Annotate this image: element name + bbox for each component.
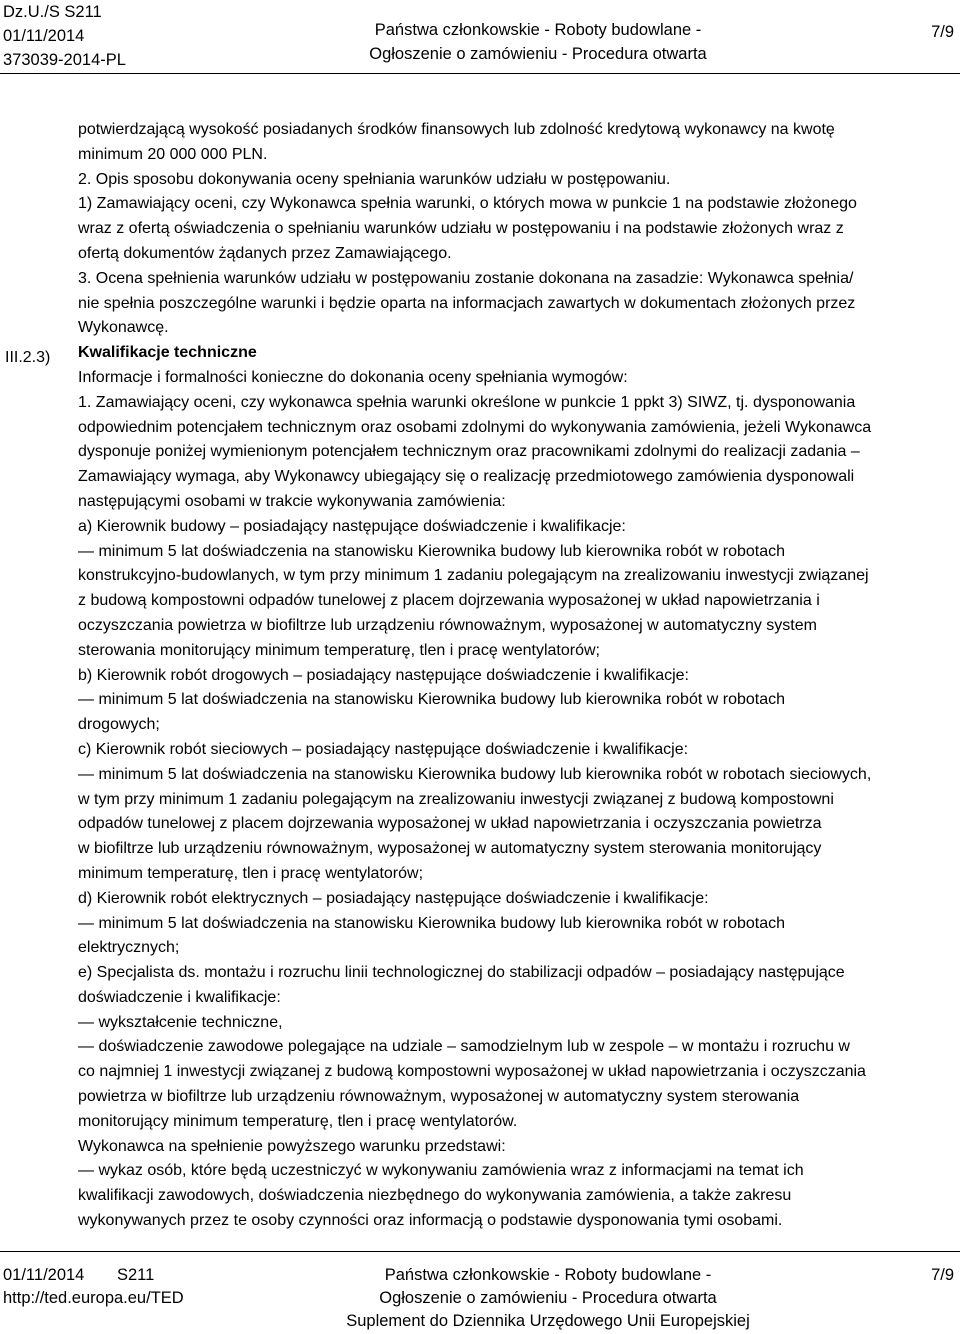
text-line: — minimum 5 lat doświadczenia na stanowisku Kierownika budowy lub kierownika robót w robotach sieciowych, xyxy=(78,765,872,783)
text-line: — wykształcenie techniczne, xyxy=(78,1013,283,1031)
text-line: wraz z ofertą oświadczenia o spełnianiu warunków udziału w postępowaniu i na podstawie złożonych wraz z xyxy=(78,220,844,238)
text-line: drogowych; xyxy=(78,716,160,734)
text-line: konstrukcyjno-budowlanych, w tym przy minimum 1 zadaniu polegającym na zrealizowaniu inwestycji związanej xyxy=(78,567,869,585)
text-line: e) Specjalista ds. montażu i rozruchu linii technologicznej do stabilizacji odpadów – posiadający następujące xyxy=(78,964,845,982)
footer-page-number: 7/9 xyxy=(931,1266,954,1284)
text-line: monitorujący minimum temperaturę, tlen i pracę wentylatorów. xyxy=(78,1112,518,1130)
text-line: 1) Zamawiający oceni, czy Wykonawca spełnia warunki, o których mowa w punkcie 1 na podstawie złożonego xyxy=(78,195,857,213)
text-line: kwalifikacji zawodowych, doświadczenia niezbędnego do wykonywania zamówienia, a także zakresu xyxy=(78,1187,792,1205)
footer-title-block xyxy=(318,1264,778,1333)
text-line: następującymi osobami w trakcie wykonywania zamówienia: xyxy=(78,492,506,510)
header-title-line2: Ogłoszenie o zamówieniu - Procedura otwarta xyxy=(369,45,707,63)
header-title-line1: Państwa członkowskie - Roboty budowlane - xyxy=(374,21,702,39)
text-line: w biofiltrze lub urządzeniu równoważnym, wyposażonej w automatyczny system sterowania monitorujący xyxy=(78,840,822,858)
text-line: — minimum 5 lat doświadczenia na stanowisku Kierownika budowy lub kierownika robót w robotach xyxy=(78,914,786,932)
header-reference-block xyxy=(3,0,126,72)
header-divider xyxy=(0,73,960,74)
text-line: nie spełnia poszczególne warunki i będzie oparta na informacjach zawartych w dokumentach złożonych przez xyxy=(78,294,856,312)
text-line: Wykonawca na spełnienie powyższego warunku przedstawi: xyxy=(78,1137,506,1155)
text-line: — doświadczenie zawodowe polegające na udziale – samodzielnym lub w zespole – w montażu i rozruchu w xyxy=(78,1038,850,1056)
text-line: minimum 20 000 000 PLN. xyxy=(78,145,268,163)
text-line: — wykaz osób, które będą uczestniczyć w wykonywaniu zamówienia wraz z informacjami na temat ich xyxy=(78,1162,804,1180)
footer-date: 01/11/2014 xyxy=(3,1266,85,1284)
footer-series: S211 xyxy=(116,1266,155,1284)
section-heading: Kwalifikacje techniczne xyxy=(78,344,257,362)
paragraphs-before-section xyxy=(78,118,958,341)
text-line: odpadów tunelowej z placem dojrzewania wyposażonej w układ napowietrzania i oczyszczania powietrza xyxy=(78,815,822,833)
text-line: Zamawiający wymaga, aby Wykonawcy ubiegający się o realizację przedmiotowego zamówienia dysponowali xyxy=(78,468,855,486)
text-line: — minimum 5 lat doświadczenia na stanowisku Kierownika budowy lub kierownika robót w robotach xyxy=(78,542,786,560)
header-page-number: 7/9 xyxy=(931,23,954,41)
text-line: — minimum 5 lat doświadczenia na stanowisku Kierownika budowy lub kierownika robót w robotach xyxy=(78,691,786,709)
text-line: b) Kierownik robót drogowych – posiadający następujące doświadczenie i kwalifikacje: xyxy=(78,666,689,684)
text-line: doświadczenie i kwalifikacje: xyxy=(78,988,281,1006)
text-line: 2. Opis sposobu dokonywania oceny spełniania warunków udziału w postępowaniu. xyxy=(78,170,671,188)
notice-number: 373039-2014-PL xyxy=(3,51,126,69)
text-line: w tym przy minimum 1 zadaniu polegającym na zrealizowaniu inwestycji związanej z budową kompostowni xyxy=(78,790,834,808)
text-line: c) Kierownik robót sieciowych – posiadający następujące doświadczenie i kwalifikacje: xyxy=(78,740,689,758)
text-line: 1. Zamawiający oceni, czy wykonawca spełnia warunki określone w punkcie 1 ppkt 3) SIWZ, tj. dysponowania xyxy=(78,393,856,411)
text-line: minimum temperaturę, tlen i pracę wentylatorów; xyxy=(78,864,424,882)
text-line: potwierdzającą wysokość posiadanych środków finansowych lub zdolność kredytową wykonawcy na kwotę xyxy=(78,121,835,138)
text-line: oczyszczania powietrza w biofiltrze lub urządzeniu równoważnym, wyposażonej w automatyczny system xyxy=(78,616,817,634)
text-line: 3. Ocena spełnienia warunków udziału w postępowaniu zostanie dokonana na zasadzie: Wykonawca spełnia/ xyxy=(78,269,854,287)
footer-title-line1: Państwa członkowskie - Roboty budowlane - xyxy=(384,1266,712,1284)
text-line: d) Kierownik robót elektrycznych – posiadający następujące doświadczenie i kwalifikacje: xyxy=(78,889,709,907)
header-title-block xyxy=(358,18,718,66)
journal-reference: Dz.U./S S211 xyxy=(3,3,102,21)
footer-title-line3: Suplement do Dziennika Urzędowego Unii Europejskiej xyxy=(346,1312,750,1330)
text-line: Wykonawcę. xyxy=(78,319,169,337)
text-line: a) Kierownik budowy – posiadający następujące doświadczenie i kwalifikacje: xyxy=(78,517,626,535)
paragraphs-after-section xyxy=(78,366,958,1234)
text-line: odpowiednim potencjałem technicznym oraz osobami zdolnymi do wykonywania zamówienia, jeżeli Wykonawca xyxy=(78,418,872,436)
section-number: III.2.3) xyxy=(5,349,51,366)
text-line: wykonywanych przez te osoby czynności oraz informacją o podstawie dysponowania tymi osobami. xyxy=(78,1212,783,1230)
text-line: powietrza w biofiltrze lub urządzeniu równoważnym, wyposażonej w automatyczny system sterowania xyxy=(78,1088,800,1106)
text-line: elektrycznych; xyxy=(78,939,180,957)
text-line: ofertą dokumentów żądanych przez Zamawiającego. xyxy=(78,244,452,262)
document-body xyxy=(78,118,958,1234)
footer-reference-block xyxy=(3,1264,184,1310)
footer-divider xyxy=(0,1251,960,1252)
text-line: sterowania monitorujący minimum temperaturę, tlen i pracę wentylatorów; xyxy=(78,641,600,659)
publication-date: 01/11/2014 xyxy=(3,27,85,45)
text-line: Informacje i formalności konieczne do dokonania oceny spełniania wymogów: xyxy=(78,368,628,386)
text-line: dysponuje poniżej wymienionym potencjałem technicznym oraz pracownikami zdolnymi do realizacji zadania – xyxy=(78,443,860,461)
footer-title-line2: Ogłoszenie o zamówieniu - Procedura otwarta xyxy=(379,1289,717,1307)
text-line: co najmniej 1 inwestycji związanej z budową kompostowni wyposażonej w układ napowietrzania i oczyszczania xyxy=(78,1063,866,1081)
text-line: z budową kompostowni odpadów tunelowej z placem dojrzewania wyposażonej w układ napowietrzania i xyxy=(78,592,820,610)
footer-url-link[interactable]: http://ted.europa.eu/TED xyxy=(3,1289,184,1307)
